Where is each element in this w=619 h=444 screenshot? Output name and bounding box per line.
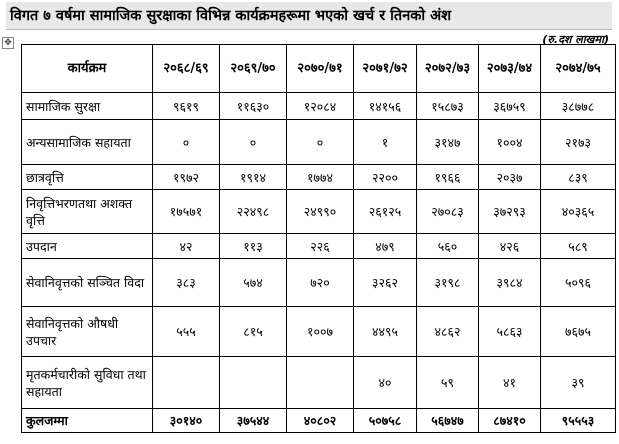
table-cell: २२४९८ (220, 190, 287, 234)
table-cell: २७०८३ (417, 190, 479, 234)
total-cell: ९५५५३ (541, 409, 616, 433)
table-row (22, 357, 616, 409)
total-cell: ३०१४० (153, 409, 220, 433)
table-cell: ११६३० (220, 93, 287, 120)
table-row (22, 120, 616, 165)
row-label: सेवानिवृत्तको सञ्चित विदा (22, 259, 153, 307)
table-cell: ५७४ (220, 259, 287, 307)
table-cell: १९१४ (220, 165, 287, 190)
table-cell: ३८७७८ (541, 93, 616, 120)
table-row (22, 307, 616, 357)
table-cell: १५८७३ (417, 93, 479, 120)
table-cell: १७७४ (287, 165, 354, 190)
table-cell: १४१५६ (354, 93, 417, 120)
table-cell: ९६१९ (153, 93, 220, 120)
table-cell: ४१ (479, 357, 541, 409)
row-label: अन्यसामाजिक सहायता (22, 120, 153, 165)
table-cell: ३९८४ (479, 259, 541, 307)
header-year: २०७४/७५ (541, 45, 616, 93)
table-cell: ४४९५ (354, 307, 417, 357)
row-label: छात्रवृत्ति (22, 165, 153, 190)
header-year: २०६८/६९ (153, 45, 220, 93)
table-cell: २२०० (354, 165, 417, 190)
total-cell: ३७५४४ (220, 409, 287, 433)
total-label: कुलजम्मा (22, 409, 153, 433)
table-cell: १९७२ (153, 165, 220, 190)
table-cell: २४९९० (287, 190, 354, 234)
table-cell: ३६७५९ (479, 93, 541, 120)
table-cell: ० (287, 120, 354, 165)
header-year: २०६९/७० (220, 45, 287, 93)
table-row (22, 93, 616, 120)
table-cell: ३१९८ (417, 259, 479, 307)
table-cell: ५५५ (153, 307, 220, 357)
table-cell: ३२६२ (354, 259, 417, 307)
row-label: निवृत्तिभरणतथा अशक्त वृत्ति (22, 190, 153, 234)
expenditure-table (21, 44, 616, 433)
table-cell: ४०३६५ (541, 190, 616, 234)
table-cell: ११३ (220, 234, 287, 259)
row-label: उपदान (22, 234, 153, 259)
header-year: २०७२/७३ (417, 45, 479, 93)
table-header-row (22, 45, 616, 93)
table-cell: २०३७ (479, 165, 541, 190)
table-cell: ५८६३ (479, 307, 541, 357)
row-label: मृतकर्मचारीको सुविधा तथा सहायता (22, 357, 153, 409)
row-label: सामाजिक सुरक्षा (22, 93, 153, 120)
table-cell: ४२ (153, 234, 220, 259)
total-cell: ५०७५८ (354, 409, 417, 433)
table-cell: ५६० (417, 234, 479, 259)
table-cell: ० (153, 120, 220, 165)
page-title: विगत ७ वर्षमा सामाजिक सुरक्षाका विभिन्न कार्यक्रमहरूमा भएको खर्च र तिनको अंश (6, 2, 612, 30)
table-cell: १००४ (479, 120, 541, 165)
table-cell: ४० (354, 357, 417, 409)
table-row (22, 234, 616, 259)
header-program: कार्यक्रम (22, 45, 153, 93)
header-year: २०७०/७१ (287, 45, 354, 93)
table-cell: ३१४७ (417, 120, 479, 165)
table-cell: १७५७१ (153, 190, 220, 234)
table-cell: ३८३ (153, 259, 220, 307)
table-cell: १९६६ (417, 165, 479, 190)
table-cell: ७६७५ (541, 307, 616, 357)
total-cell: ८७४१० (479, 409, 541, 433)
table-cell (287, 357, 354, 409)
table-row (22, 165, 616, 190)
table-cell: ७२० (287, 259, 354, 307)
table-cell: ४८६२ (417, 307, 479, 357)
table-row (22, 259, 616, 307)
total-cell: ५६७४७ (417, 409, 479, 433)
table-cell: २१७३ (541, 120, 616, 165)
table-move-handle-icon[interactable]: ✥ (2, 37, 14, 49)
table-cell: २२६ (287, 234, 354, 259)
table-cell: ४२६ (479, 234, 541, 259)
table-cell: ५८९ (541, 234, 616, 259)
unit-note: (रु.दश लाखमा) (542, 33, 609, 46)
table-row (22, 190, 616, 234)
table-cell: ३७२९३ (479, 190, 541, 234)
table-cell: ३९ (541, 357, 616, 409)
table-cell: १ (354, 120, 417, 165)
table-cell: ५०९६ (541, 259, 616, 307)
header-year: २०७३/७४ (479, 45, 541, 93)
table-cell: १००७ (287, 307, 354, 357)
table-cell: ५९ (417, 357, 479, 409)
table-cell: ४७९ (354, 234, 417, 259)
table-cell: ८१५ (220, 307, 287, 357)
header-year: २०७१/७२ (354, 45, 417, 93)
table-cell (153, 357, 220, 409)
table-cell: २६१२५ (354, 190, 417, 234)
table-cell: ८३९ (541, 165, 616, 190)
table-cell: ० (220, 120, 287, 165)
table-cell (220, 357, 287, 409)
table-total-row (22, 409, 616, 433)
table-cell: १२०८४ (287, 93, 354, 120)
total-cell: ४०८०२ (287, 409, 354, 433)
row-label: सेवानिवृत्तको औषधी उपचार (22, 307, 153, 357)
